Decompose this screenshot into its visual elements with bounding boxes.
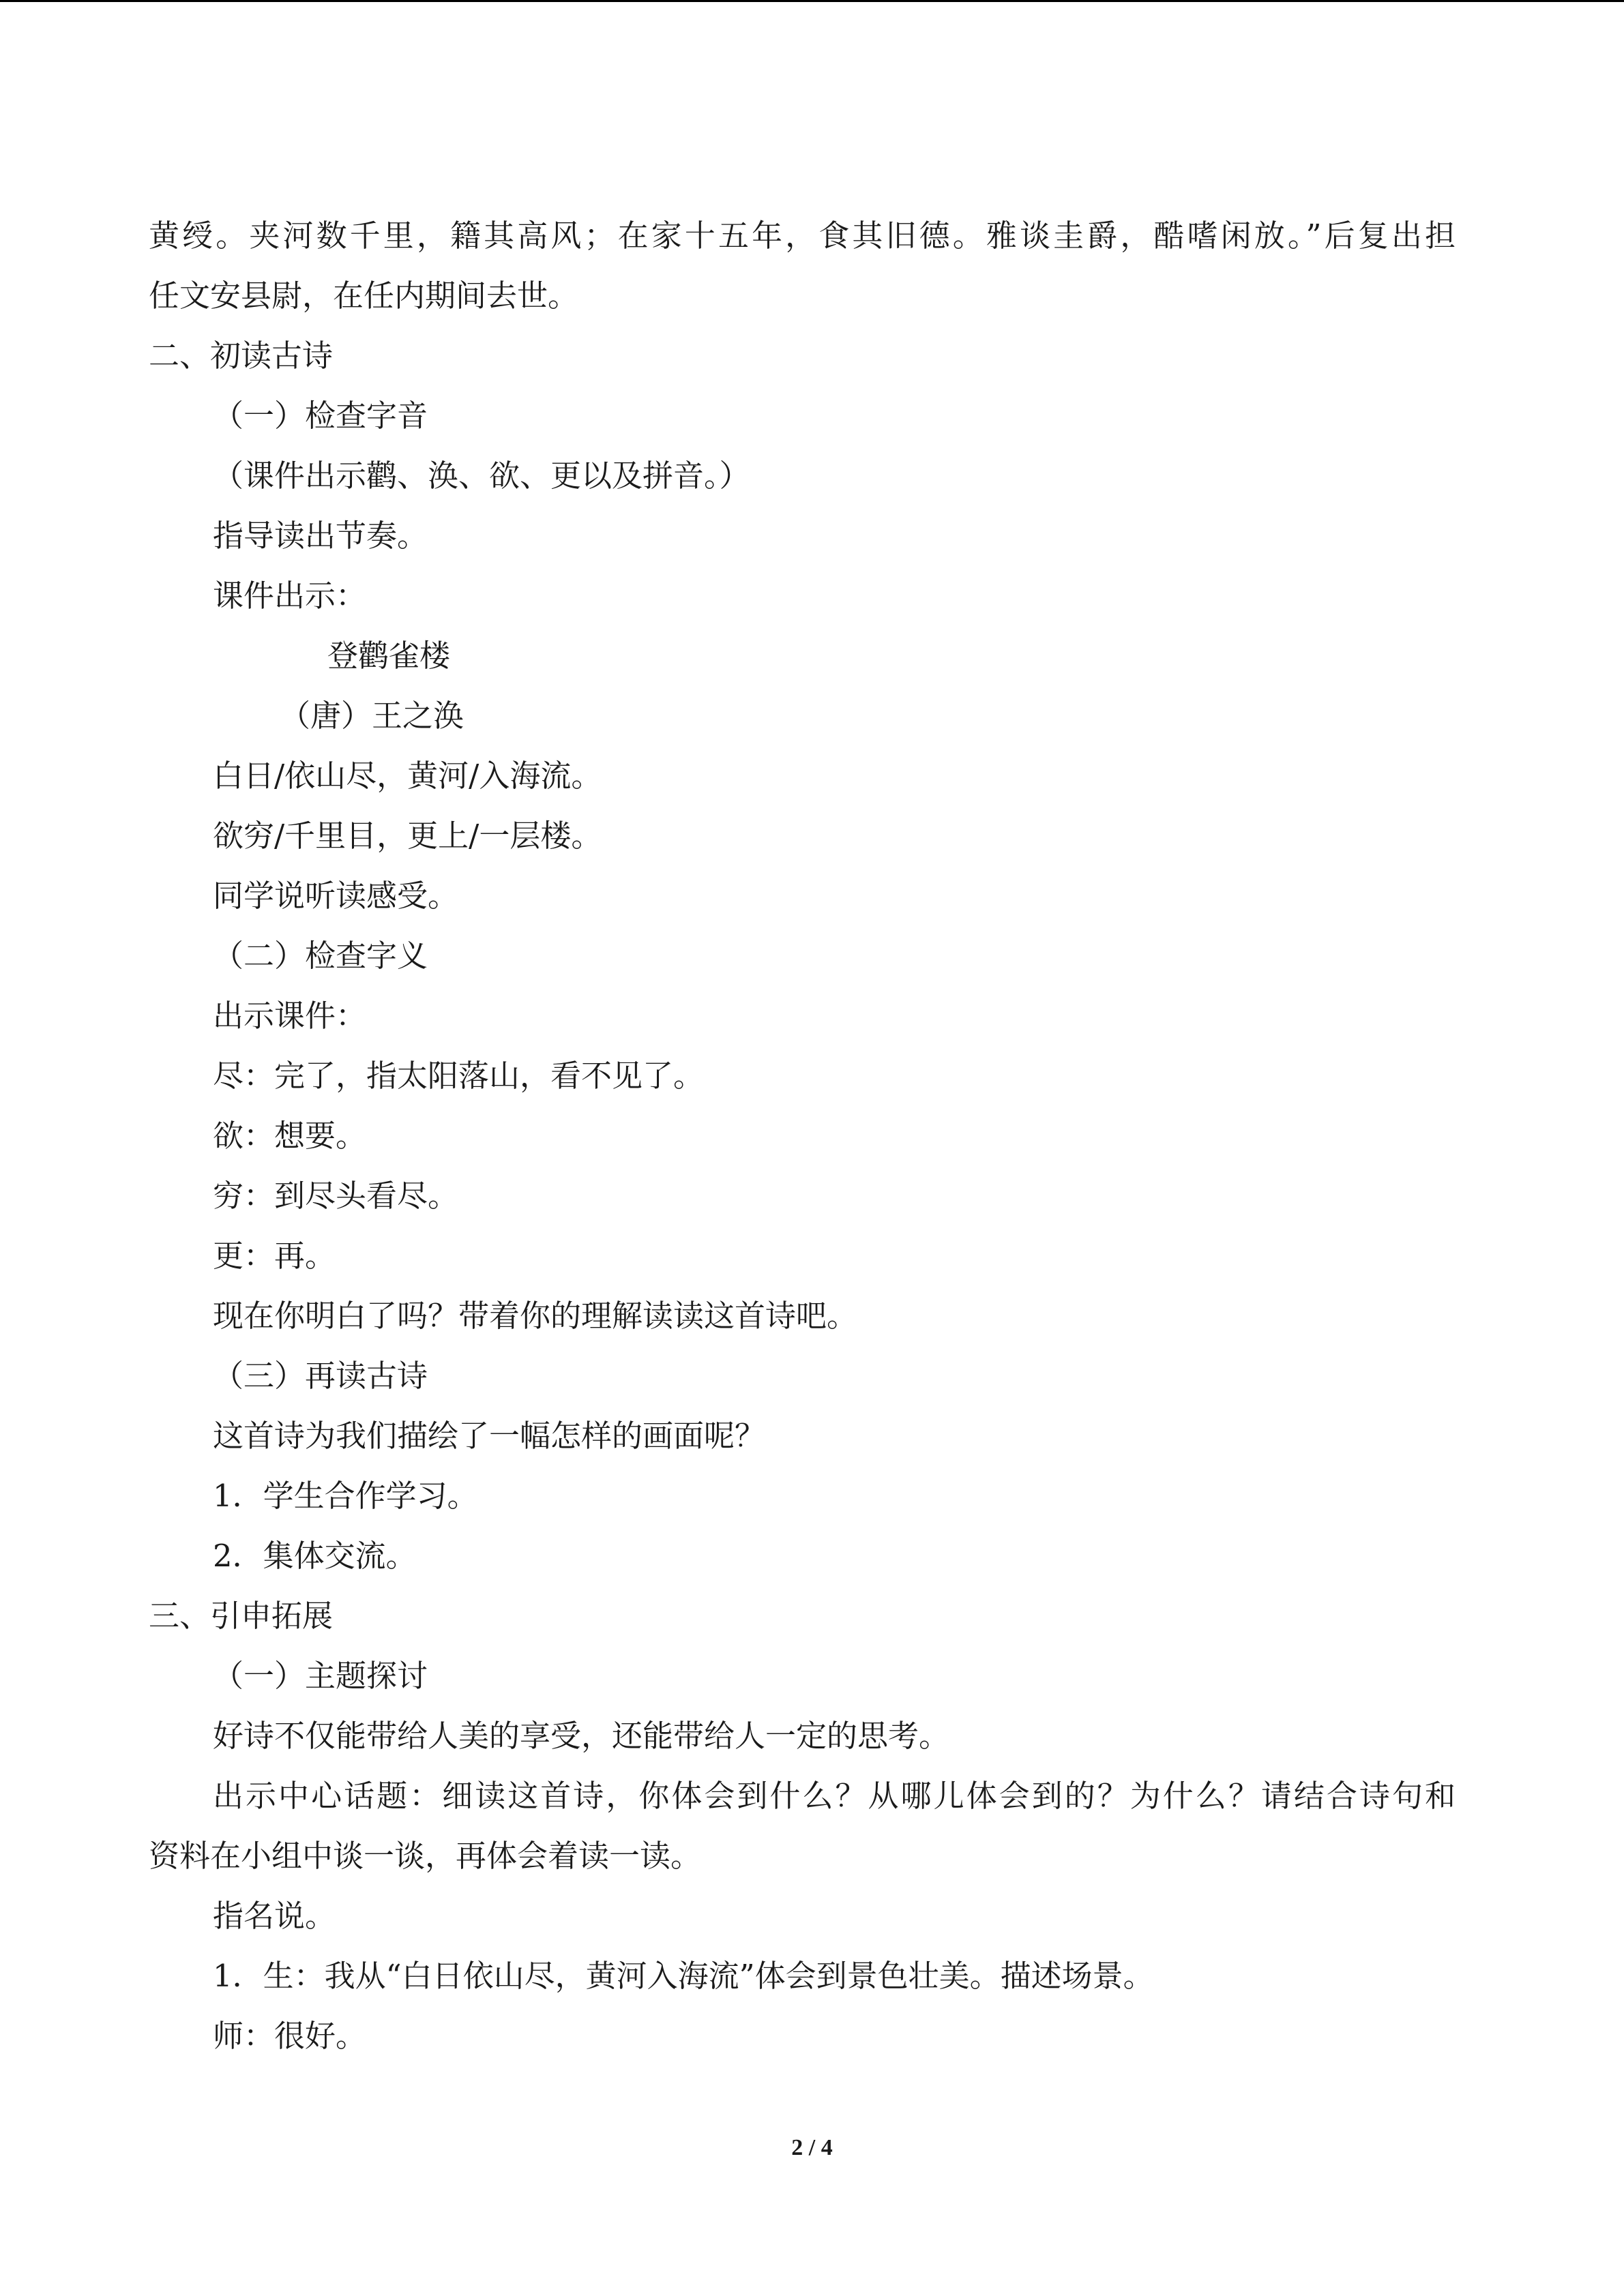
poem-line: 白日/依山尽，黄河/入海流。 xyxy=(213,758,602,794)
list-item: 1．学生合作学习。 xyxy=(213,1478,478,1514)
paragraph-line: 现在你明白了吗？带着你的理解读读这首诗吧。 xyxy=(213,1298,858,1334)
paragraph-line: 出示课件： xyxy=(213,998,367,1034)
list-item: 1．生：我从“白日依山尽，黄河入海流”体会到景色壮美。描述场景。 xyxy=(213,1958,1154,1994)
paragraph-line: 黄绶。夹河数千里，籍其高风；在家十五年，食其旧德。雅谈圭爵，酷嗜闲放。”后复出担 xyxy=(149,218,1456,254)
paragraph-line: 课件出示： xyxy=(213,578,367,614)
definition-line: 欲：想要。 xyxy=(213,1118,367,1154)
paragraph-line: 好诗不仅能带给人美的享受，还能带给人一定的思考。 xyxy=(213,1718,950,1754)
paragraph-line: 这首诗为我们描绘了一幅怎样的画面呢？ xyxy=(213,1418,766,1454)
paragraph-line: 资料在小组中谈一谈，再体会着读一读。 xyxy=(149,1838,702,1874)
poem-author: （唐）王之涣 xyxy=(280,698,464,734)
definition-line: 穷：到尽头看尽。 xyxy=(213,1178,459,1214)
definition-line: 尽：完了，指太阳落山，看不见了。 xyxy=(213,1058,705,1094)
subsection-heading: （三）再读古诗 xyxy=(213,1358,428,1394)
section-heading: 三、引申拓展 xyxy=(149,1598,334,1634)
paragraph-line: 指导读出节奏。 xyxy=(213,518,428,554)
list-item: 2．集体交流。 xyxy=(213,1538,417,1574)
paragraph-line: 指名说。 xyxy=(213,1898,336,1934)
subsection-heading: （一）主题探讨 xyxy=(213,1658,428,1694)
paragraph-line: 师：很好。 xyxy=(213,2018,367,2054)
poem-line: 欲穷/千里目，更上/一层楼。 xyxy=(213,818,602,854)
paragraph-line: 任文安县尉，在任内期间去世。 xyxy=(149,278,579,314)
paragraph-line: （课件出示鹳、涣、欲、更以及拼音。） xyxy=(213,458,750,494)
poem-title: 登鹳雀楼 xyxy=(327,638,451,674)
section-heading: 二、初读古诗 xyxy=(149,338,334,374)
paragraph-line: 同学说听读感受。 xyxy=(213,878,459,914)
definition-line: 更：再。 xyxy=(213,1238,336,1274)
paragraph-line: 出示中心话题：细读这首诗，你体会到什么？从哪儿体会到的？为什么？请结合诗句和 xyxy=(213,1778,1456,1814)
page-top-border xyxy=(0,0,1624,2)
page-number: 2 / 4 xyxy=(791,2135,833,2160)
subsection-heading: （一）检查字音 xyxy=(213,398,428,434)
subsection-heading: （二）检查字义 xyxy=(213,938,428,974)
